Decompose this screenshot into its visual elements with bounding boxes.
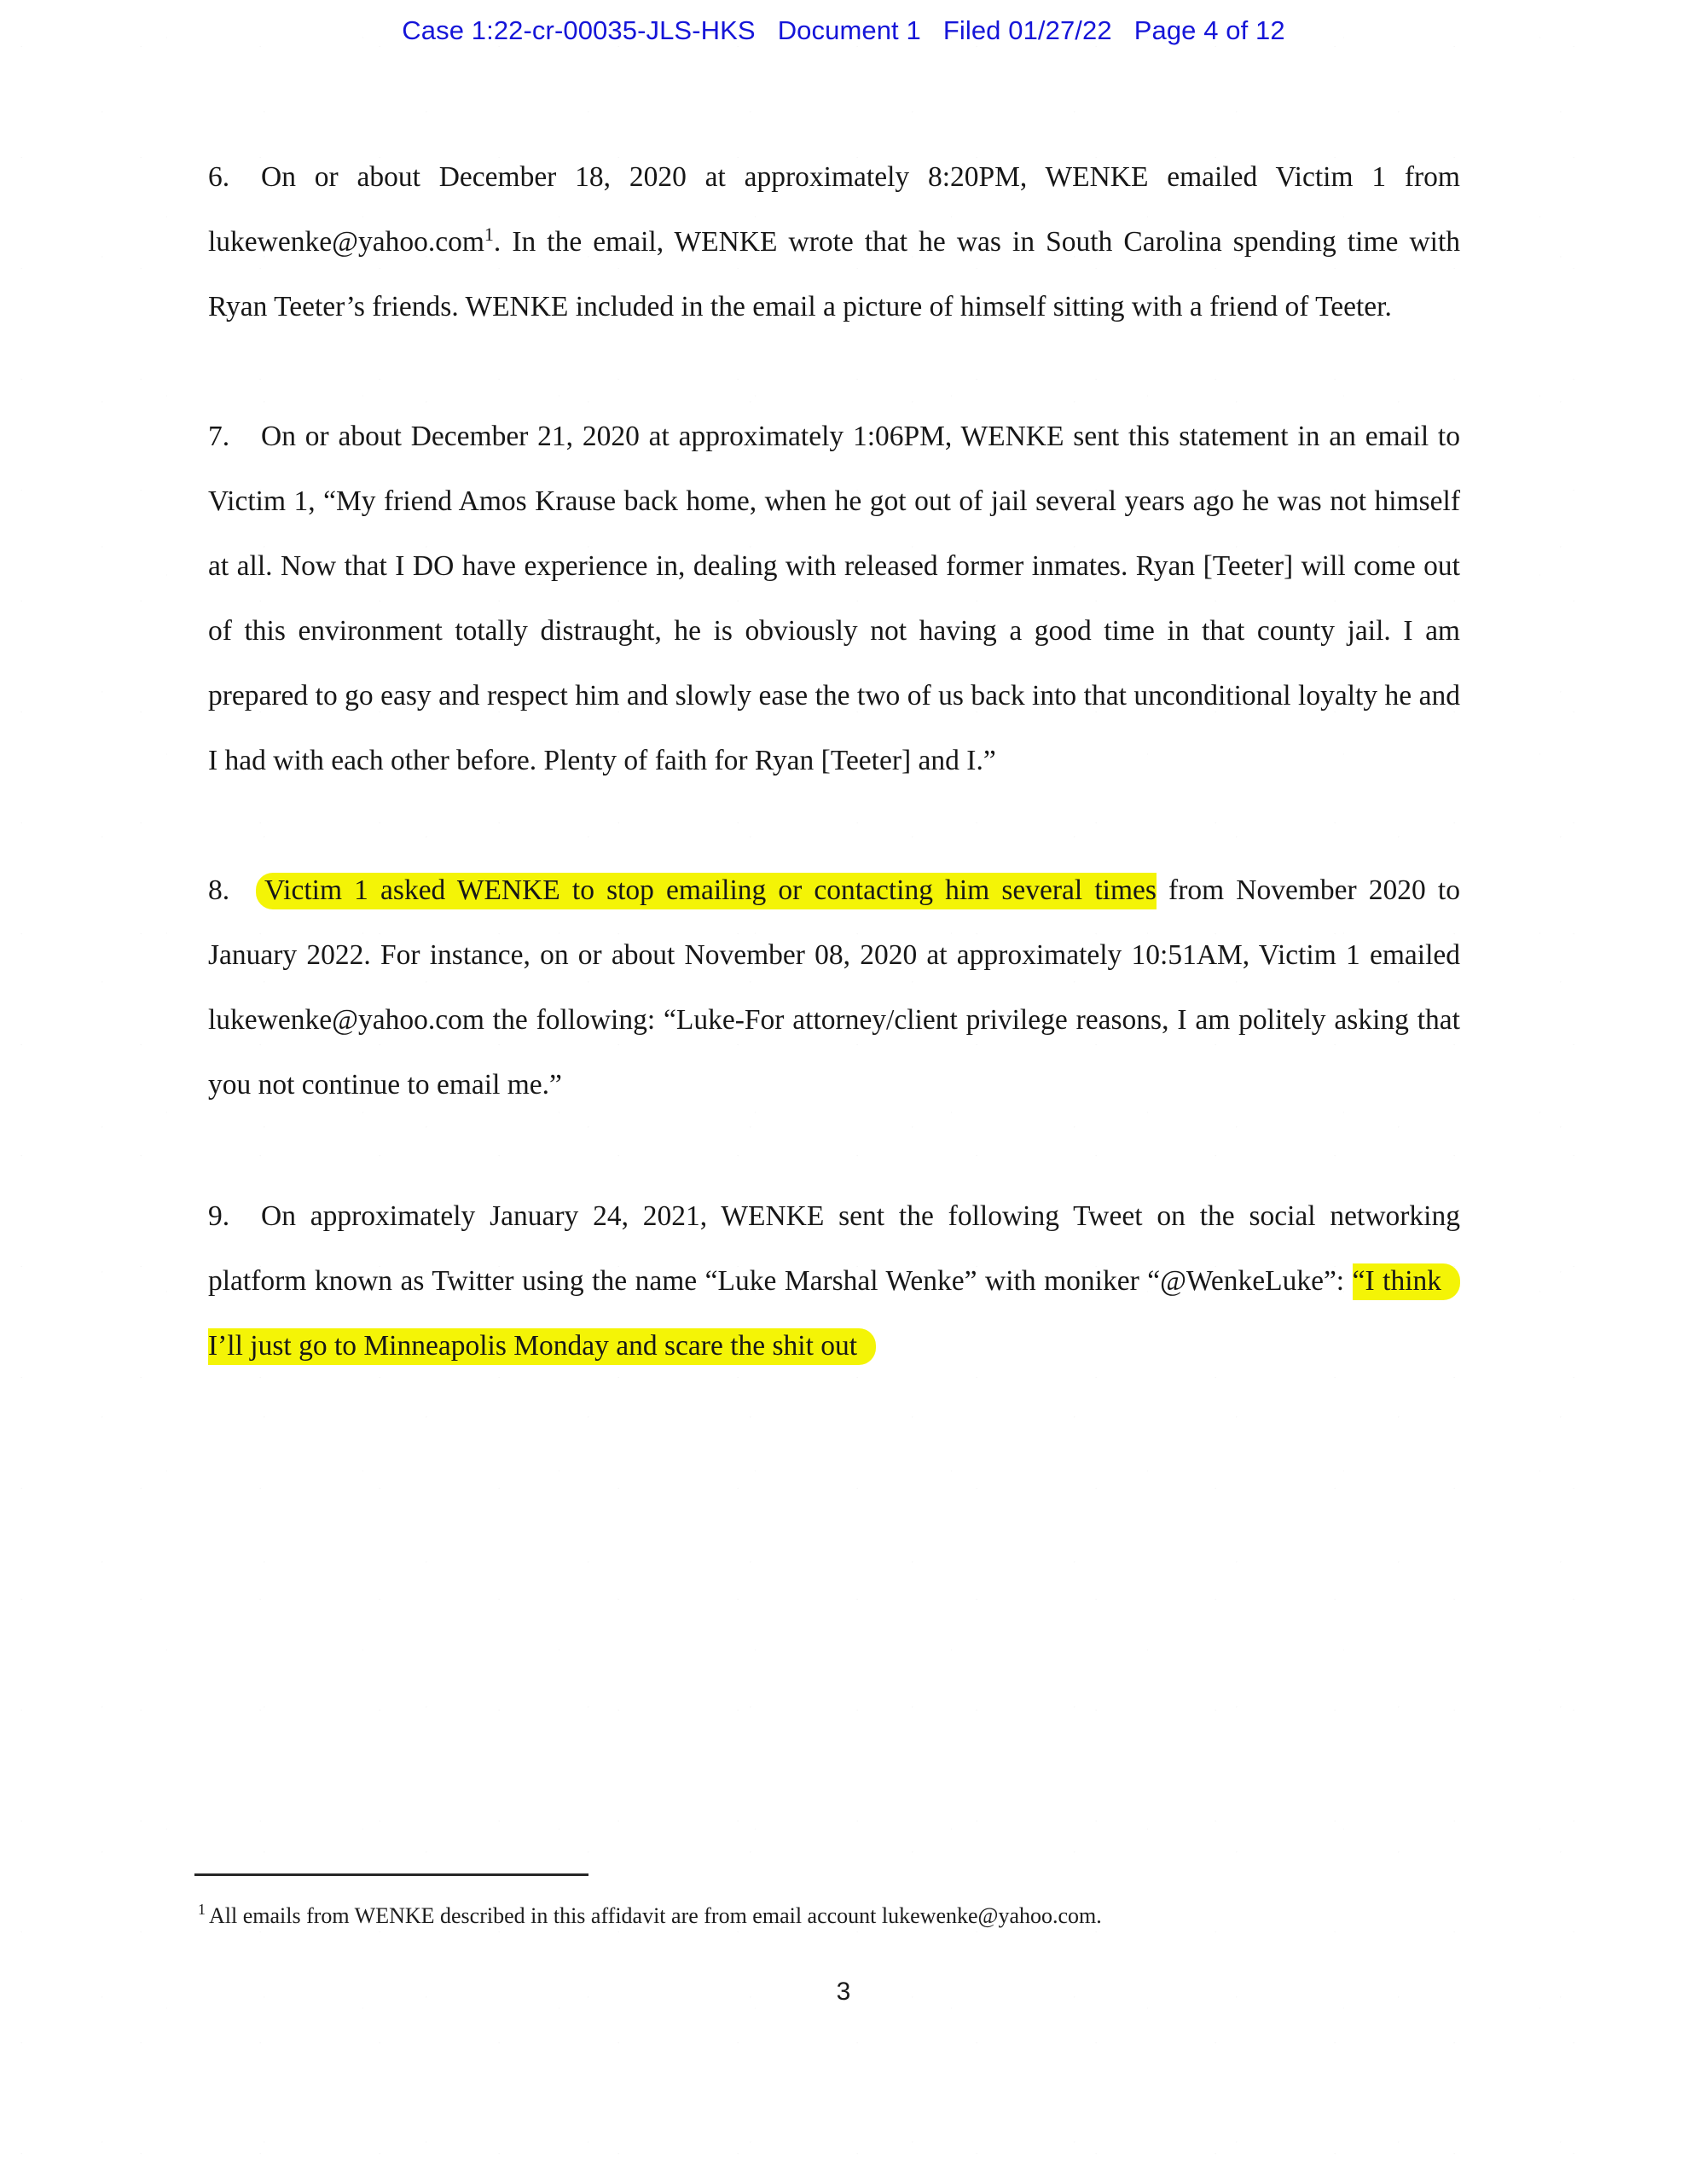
ecf-case-number: Case 1:22-cr-00035-JLS-HKS [402, 15, 756, 45]
paragraph-6-number: 6. [208, 161, 230, 193]
ecf-header-stamp [0, 15, 1687, 46]
paragraph-7 [208, 404, 1460, 793]
ecf-filed-date: Filed 01/27/22 [942, 15, 1112, 45]
document-body [208, 135, 1460, 1379]
footnote-1-text: All emails from WENKE described in this affidavit are from email account lukewenke@yahoo.com. [209, 1903, 1102, 1928]
footnote-separator-rule [194, 1873, 588, 1876]
highlight-mark-1: Victim 1 asked WENKE to stop emailing or contacting him several times [256, 873, 1157, 909]
highlight-mark-2: “I think I’ll just go to Minneapolis Monday and scare the shit out [208, 1263, 1460, 1365]
page-number: 3 [836, 1978, 851, 2006]
paragraph-6-text-before-footnote: On or about December 18, 2020 at approximately 8:20PM, WENKE emailed Victim 1 from lukewenke@yahoo.com [208, 161, 1460, 258]
paragraph-6-text-after-footnote: . In the email, WENKE wrote that he was in South Carolina spending time with Ryan Teeter’s friends. WENKE included in the email a picture of himself sitting with a friend of Teeter. [208, 226, 1460, 322]
footnote-reference-1: 1 [484, 223, 494, 245]
paragraph-8-text-after-highlight: from November 2020 to January 2022. For instance, on or about November 08, 2020 at approximately 10:51AM, Victim 1 emailed lukewenke@yahoo.com the following: “Luke-For attorney/client privilege reasons, I am politely asking that you not continue to email me.” [208, 874, 1460, 1101]
paragraph-6 [208, 145, 1460, 340]
paragraph-9 [208, 1184, 1460, 1379]
footnote-1 [198, 1901, 1460, 1931]
paragraph-7-number: 7. [208, 421, 230, 452]
footnote-1-marker: 1 [198, 1901, 206, 1919]
paragraph-9-number: 9. [208, 1200, 230, 1232]
paragraph-7-text: On or about December 21, 2020 at approximately 1:06PM, WENKE sent this statement in an email to Victim 1, “My friend Amos Krause back home, when he got out of jail several years ago he was not himself at all. Now that I DO have experience in, dealing with released former inmates. Ryan [Teeter] will come out of this environment totally distraught, he is obviously not having a good time in that county jail. I am prepared to go easy and respect him and slowly ease the two of us back into that unconditional loyalty he and I had with each other before. Plenty of faith for Ryan [Teeter] and I.” [208, 421, 1460, 776]
ecf-page-of: Page 4 of 12 [1133, 15, 1285, 45]
paragraph-8-number: 8. [208, 874, 230, 906]
paragraph-8 [208, 858, 1460, 1118]
ecf-document-number: Document 1 [777, 15, 921, 45]
paragraph-9-text-before-highlight: On approximately January 24, 2021, WENKE sent the following Tweet on the social networking platform known as Twitter using the name “Luke Marshal Wenke” with moniker “@WenkeLuke”: [208, 1200, 1460, 1297]
